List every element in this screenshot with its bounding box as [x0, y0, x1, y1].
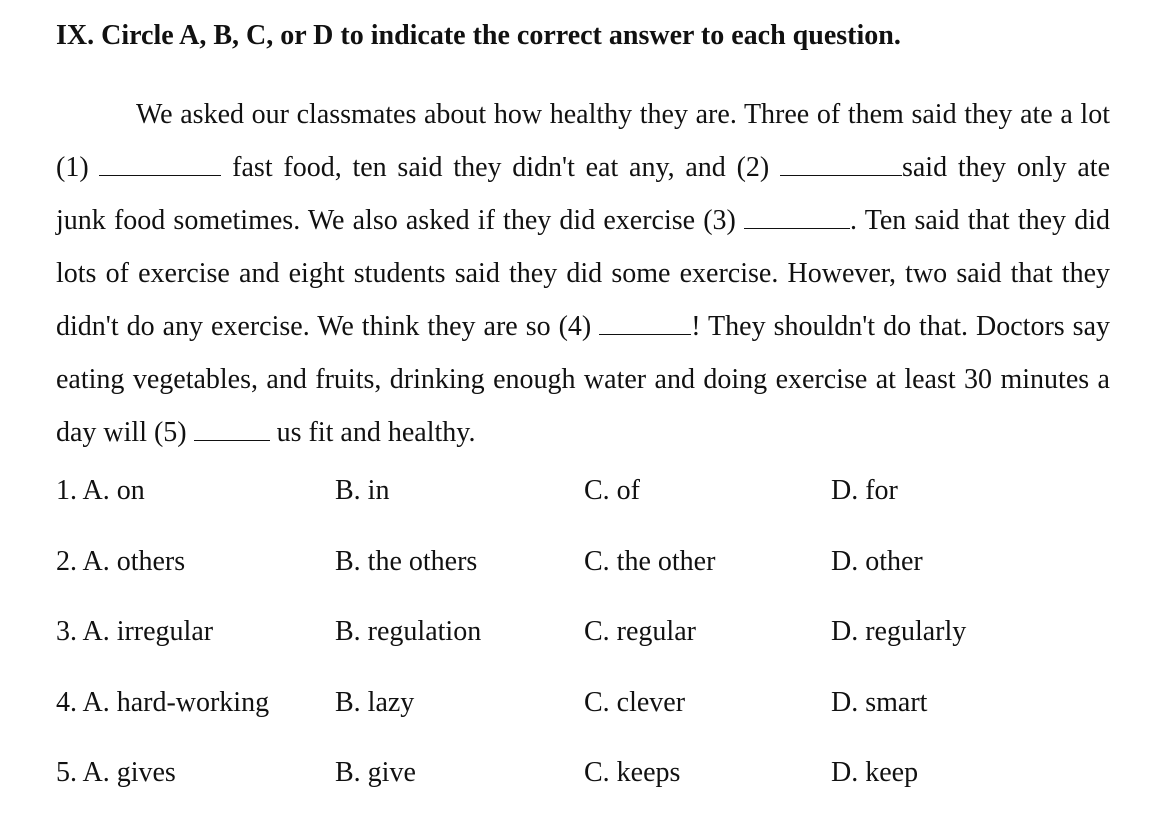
option-a[interactable]: A. irregular [82, 616, 214, 647]
option-a[interactable]: A. gives [82, 757, 176, 788]
question-row-3 [56, 612, 1110, 683]
option-c[interactable]: C. regular [584, 616, 696, 647]
question-row-2 [56, 542, 1110, 613]
passage-text-1: We asked our classmates about how healthy they are. Three of them said they ate a lot (1) [56, 99, 1110, 183]
reading-passage [56, 88, 1110, 459]
option-b[interactable]: B. give [335, 757, 416, 788]
option-b[interactable]: B. lazy [335, 686, 415, 718]
answer-blank-2[interactable] [780, 153, 902, 176]
question-row-1 [56, 471, 1110, 542]
option-a[interactable]: A. hard-working [82, 686, 270, 718]
passage-text-4: . Ten said that they did lots of exercise and eight students said they did some exercise. However, two said that they didn't do any exercise. We think they are so (4) [56, 205, 1110, 342]
question-number: 2. [56, 545, 77, 577]
question-number: 4. [56, 686, 77, 718]
passage-text-2: fast food, ten said they didn't eat any, and (2) [221, 152, 780, 183]
option-c[interactable]: C. clever [584, 686, 686, 718]
question-number: 1. [56, 475, 77, 506]
answer-blank-1[interactable] [99, 153, 221, 176]
option-d[interactable]: D. other [831, 545, 923, 577]
question-number: 3. [56, 616, 77, 647]
answer-blank-5[interactable] [194, 418, 270, 441]
question-row-4 [56, 683, 1110, 754]
option-a[interactable]: A. on [82, 475, 145, 506]
answer-blank-3[interactable] [744, 206, 850, 229]
passage-text-6: us fit and healthy. [269, 417, 476, 448]
option-d[interactable]: D. for [831, 475, 898, 506]
option-c[interactable]: C. the other [584, 545, 716, 577]
exercise-heading: IX. Circle A, B, C, or D to indicate the correct answer to each question. [56, 20, 901, 51]
passage-text-5: ! They shouldn't do that. Doctors say eating vegetables, and fruits, drinking enough water and doing exercise at least 30 minutes a day will (5) [56, 311, 1110, 448]
passage-text-3: said they only ate junk food sometimes. We also asked if they did exercise (3) [56, 152, 1110, 236]
option-b[interactable]: B. the others [335, 545, 478, 577]
option-d[interactable]: D. regularly [831, 616, 967, 647]
question-list [56, 471, 1110, 824]
question-number: 5. [56, 757, 77, 788]
worksheet-page [56, 16, 1110, 824]
answer-blank-4[interactable] [599, 312, 691, 335]
option-c[interactable]: C. of [584, 475, 640, 506]
option-a[interactable]: A. others [82, 545, 186, 577]
option-c[interactable]: C. keeps [584, 757, 681, 788]
option-b[interactable]: B. regulation [335, 616, 482, 647]
option-d[interactable]: D. keep [831, 757, 919, 788]
question-row-5 [56, 753, 1110, 824]
option-b[interactable]: B. in [335, 475, 390, 506]
option-d[interactable]: D. smart [831, 686, 928, 718]
